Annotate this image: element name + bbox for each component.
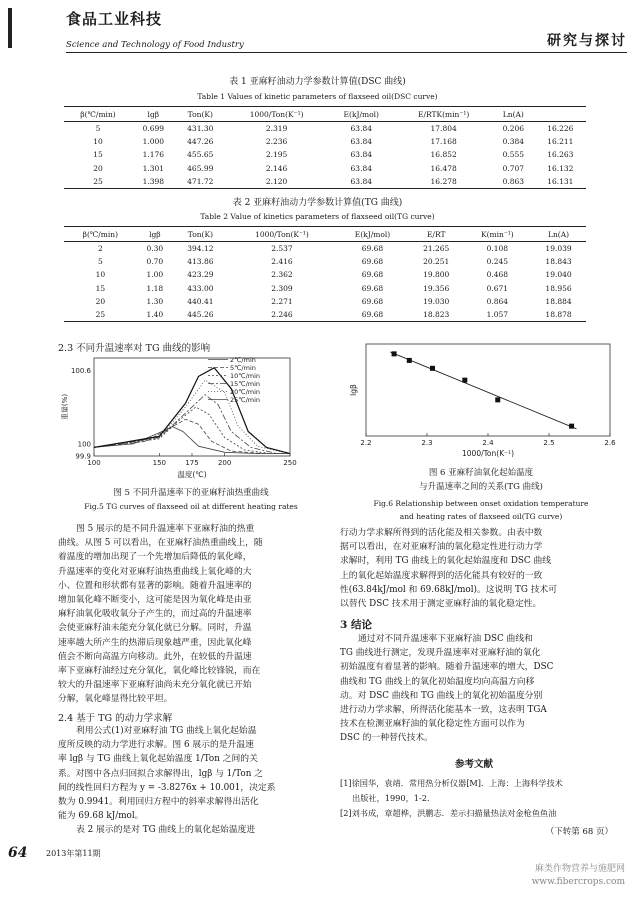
table-cell: 69.68	[336, 308, 409, 322]
watermark-line: 麻类作物营养与施肥网	[534, 864, 625, 874]
journal-title-en: Science and Technology of Food Industry	[66, 40, 244, 50]
fig6-caption-en2: and heating rates of flaxseed oil(TG curve)	[399, 512, 563, 521]
table-cell: 69.68	[361, 257, 384, 267]
table-cell: 69.68	[361, 296, 384, 306]
table2-header-row	[64, 227, 586, 242]
fig5-series-line	[94, 368, 290, 454]
table-cell: 2.416	[271, 257, 293, 267]
fig5-legend-label: 15℃/min	[230, 380, 261, 388]
fig6-data-point	[495, 397, 500, 402]
fig5-xtick-label: 250	[283, 459, 297, 467]
journal-title-cn: 食品工业科技	[66, 10, 163, 28]
text-line: 通过对不同升温速率下亚麻籽油 DSC 曲线和	[358, 634, 533, 644]
issue-label: 2013年第11期	[46, 849, 101, 858]
table-cell: 394.12	[187, 244, 214, 254]
fig6-data-point	[569, 424, 574, 429]
table-cell: 5	[97, 257, 103, 267]
table-row	[64, 175, 586, 189]
text-line: 值会不断向高温方向移动。此外，在较低的升温速	[58, 651, 252, 662]
text-line: 以替代 DSC 技术用于测定亚麻籽油的氧化稳定性。	[340, 599, 542, 610]
table1	[64, 106, 586, 189]
text-line: 数为 0.9941。利用回归方程中的斜率求解得出活化	[58, 797, 259, 808]
text-line: 会使亚麻籽油未能充分氧化就已分解。同时，升温	[58, 623, 252, 634]
fig5-xtick-label: 200	[217, 459, 232, 467]
continued-note: （下转第 68 页）	[545, 827, 613, 837]
table-cell: 21.265	[423, 244, 450, 254]
table-cell: 440.41	[187, 296, 214, 306]
table-cell: 1.057	[464, 308, 531, 322]
text-line: 上的氧化起始温度求解得到的活化能具有较好的一致	[340, 570, 543, 581]
table-cell: 69.68	[361, 244, 384, 254]
table-cell: 2.271	[271, 296, 293, 306]
reference-item: [2]刘书成，章超桦，洪鹏志．差示扫描量热法对金枪鱼鱼油	[340, 808, 557, 818]
table2	[64, 226, 586, 322]
fig5-chart	[58, 352, 320, 484]
text-line: 增加氧化峰不断变小，这可能是因为氧化峰是由亚	[58, 595, 252, 606]
text-line: TG 曲线进行测定，发现升温速率对亚麻籽油的氧化	[340, 648, 541, 659]
table-row	[64, 308, 586, 322]
fig5-legend-label: 2℃/min	[230, 356, 256, 364]
table-cell: 10	[93, 137, 103, 147]
table-row	[64, 135, 586, 148]
table-cell: 63.84	[350, 137, 373, 147]
text-line: 表 2 展示的是对 TG 曲线上的氧化起始温度进	[76, 825, 256, 836]
text-line: 分解，氧化峰显得比较平坦。	[58, 694, 173, 705]
text-line: 小、位置和形状都有显著的影响。随着升温速率的	[58, 580, 252, 591]
page-number: 64	[8, 845, 28, 861]
table-cell: 1.18	[146, 283, 164, 293]
table-cell: 17.804	[430, 124, 457, 134]
fig5-xlabel: 温度(℃)	[177, 470, 207, 479]
table2-body	[64, 242, 586, 322]
watermark	[532, 863, 625, 889]
text-line: 率下亚麻籽油经过充分氧化，氧化峰比较锋锐，而在	[58, 666, 261, 677]
right-col-para-1	[340, 526, 608, 611]
table-cell: 16.478	[430, 163, 457, 173]
table-cell: 455.65	[187, 150, 214, 160]
text-line: 据可以看出，在对亚麻籽油的氧化稳定性进行动力学	[340, 542, 543, 553]
fig5-plot	[60, 356, 297, 479]
table-cell: 19.039	[545, 244, 572, 254]
fig6-plot	[349, 344, 616, 458]
table-cell: 10	[95, 270, 106, 280]
table-cell: 0.108	[486, 244, 509, 254]
table-row	[64, 122, 586, 136]
text-line: 动。对 DSC 曲线和 TG 曲线上的氧化初始温度分别	[340, 690, 543, 701]
column-header: β(℃/min)	[64, 107, 132, 122]
table-cell: 0.864	[486, 296, 509, 306]
column-header: E(kJ/mol)	[336, 227, 409, 242]
table-cell: 413.86	[187, 257, 214, 267]
table-row	[64, 255, 586, 268]
column-header: 1000/Ton(K⁻¹)	[226, 107, 327, 122]
table2-caption-cn: 表 2 亚麻籽油动力学参数计算值(TG 曲线)	[232, 198, 403, 208]
column-header: E/RT	[409, 227, 464, 242]
table-cell: 445.26	[173, 308, 228, 322]
table-cell: 2.236	[265, 137, 288, 147]
table-cell: 1.000	[142, 137, 165, 147]
column-header: 1000/Ton(K⁻¹)	[228, 227, 336, 242]
fig6-xtick-label: 2.3	[421, 439, 433, 447]
watermark-line: www.fibercrops.com	[531, 877, 625, 887]
table-cell: 18.956	[545, 283, 572, 293]
fig5-caption-en: Fig.5 TG curves of flaxseed oil at different heating rates	[84, 502, 298, 511]
table-cell: 63.84	[327, 175, 395, 189]
table-cell: 19.800	[423, 270, 450, 280]
left-col-para-2	[58, 724, 320, 838]
text-line: 率 lgβ 与 TG 曲线上氧化起始温度 1/Ton 之间的关	[58, 754, 258, 765]
fig6-data-point	[407, 358, 412, 363]
table-cell: 0.699	[142, 124, 165, 134]
fig6-xtick-label: 2.4	[482, 439, 494, 447]
table-cell: 2.146	[265, 163, 288, 173]
section-2-4-heading: 2.4 基于 TG 的动力学求解	[58, 713, 173, 724]
table-cell: 18.823	[409, 308, 464, 322]
fig5-xtick-label: 150	[152, 459, 167, 467]
table-cell: 465.99	[187, 163, 214, 173]
table-cell: 2.195	[265, 150, 288, 160]
text-line: 间的线性回归方程为 y = -3.8276x + 10.001，决定系	[58, 782, 276, 793]
column-header: lgβ	[132, 107, 175, 122]
table-cell: 16.131	[535, 175, 586, 189]
table2-caption-en: Table 2 Value of kinetics parameters of flaxseed oil(TG curve)	[200, 212, 435, 221]
table-cell: 16.211	[547, 137, 574, 147]
column-header: lgβ	[137, 227, 173, 242]
table-cell: 471.72	[175, 175, 226, 189]
table-cell: 0.384	[502, 137, 525, 147]
column-header: Ton(K)	[175, 107, 226, 122]
text-line: 曲线和 TG 曲线上的氧化初始温度均向高温方向移	[340, 676, 535, 687]
text-line: 麻籽油氧化吸收氧分子产生的，而过高的升温速率	[58, 609, 252, 620]
section-label: 研究与探讨	[547, 33, 627, 49]
left-col-para-1	[58, 522, 320, 707]
table-cell: 15	[93, 150, 103, 160]
fig6-xtick-label: 2.2	[360, 439, 372, 447]
fig6-fit-line	[390, 352, 576, 429]
table-cell: 1.30	[146, 296, 164, 306]
table-cell: 5	[95, 124, 101, 134]
table-cell: 1.00	[146, 270, 164, 280]
table-cell: 20	[95, 296, 106, 306]
table-cell: 20.251	[423, 257, 450, 267]
fig5-ytick-label: 99.9	[75, 452, 91, 461]
table-cell: 433.00	[187, 283, 214, 293]
fig5-legend-label: 25℃/min	[230, 396, 261, 404]
fig5-legend-label: 10℃/min	[230, 372, 261, 380]
column-header: Ln(A)	[492, 107, 535, 122]
column-header: β(℃/min)	[64, 227, 137, 242]
fig6-data-point	[462, 378, 467, 383]
table-row	[64, 295, 586, 308]
table-cell: 16.132	[547, 163, 574, 173]
table-cell: 69.68	[361, 283, 384, 293]
table-cell: 2.120	[226, 175, 327, 189]
table-cell: 1.176	[142, 150, 165, 160]
text-line: DSC 的一种替代技术。	[340, 733, 433, 744]
text-line: 进行动力学求解，所得活化能基本一致，这表明 TGA	[340, 705, 547, 716]
text-line: 行动力学求解所得到的活化能及相关参数。由表中数	[340, 528, 543, 538]
column-header: Ton(K)	[173, 227, 228, 242]
table-cell: 2	[97, 244, 103, 254]
text-line: 曲线。从图 5 可以看出，在亚麻籽油热重曲线上，随	[58, 538, 263, 549]
table-cell: 0.555	[502, 150, 525, 160]
table-cell: 17.168	[430, 137, 457, 147]
table-cell: 20	[93, 163, 103, 173]
fig6-chart	[336, 340, 626, 462]
table-cell: 0.863	[492, 175, 535, 189]
table-row	[64, 148, 586, 161]
section-2-3-heading: 2.3 不同升温速率对 TG 曲线的影响	[58, 343, 211, 354]
fig5-ytick-label: 100	[77, 440, 91, 449]
text-line: 系。对图中各点归回拟合求解得出，lgβ 与 1/Ton 之	[58, 768, 263, 779]
table-cell: 2.309	[271, 283, 293, 293]
table-row	[64, 282, 586, 295]
header-bar	[8, 8, 12, 48]
references-list	[340, 776, 612, 821]
table1-caption-cn: 表 1 亚麻籽油动力学参数计算值(DSC 曲线)	[229, 77, 406, 87]
table-cell: 0.707	[502, 163, 525, 173]
table-row	[64, 242, 586, 256]
fig5-ytick-label: 100.6	[70, 366, 91, 375]
text-line: 能为 69.68 kJ/mol。	[58, 811, 144, 822]
text-line: 速率越大所产生的热滞后现象越严重，因此氧化峰	[58, 637, 252, 648]
table-cell: 63.84	[350, 163, 373, 173]
table-cell: 0.30	[146, 244, 164, 254]
table-cell: 0.671	[486, 283, 509, 293]
table-cell: 0.70	[146, 257, 164, 267]
text-line: 利用公式(1)对亚麻籽油 TG 曲线上氧化起始温	[76, 726, 257, 736]
table-cell: 0.206	[502, 124, 525, 134]
table-cell: 2.537	[271, 244, 293, 254]
table-cell: 15	[95, 283, 106, 293]
fig5-xtick-label: 175	[185, 459, 199, 467]
table-cell: 0.468	[486, 270, 509, 280]
table1-caption-en: Table 1 Values of kinetic parameters of flaxseed oil(DSC curve)	[197, 92, 438, 101]
table-cell: 2.246	[228, 308, 336, 322]
header-rule	[66, 52, 627, 53]
fig5-legend-label: 20℃/min	[230, 388, 261, 396]
table-cell: 16.852	[430, 150, 457, 160]
text-line: 初始温度有着显著的影响。随着升温速率的增大，DSC	[340, 662, 554, 673]
column-header: E(kJ/mol)	[327, 107, 395, 122]
text-line: 升温速率的变化对亚麻籽油热重曲线上氧化峰的大	[58, 566, 252, 577]
column-header	[535, 107, 586, 122]
right-col-para-2	[340, 632, 608, 746]
table-row	[64, 268, 586, 281]
fig6-data-point	[392, 351, 397, 356]
table-cell: 25	[64, 175, 132, 189]
fig5-caption-cn: 图 5 不同升温速率下的亚麻籽油热重曲线	[113, 488, 269, 498]
table-cell: 69.68	[361, 270, 384, 280]
section-3-heading: 3 结论	[340, 619, 372, 631]
fig5-series-line	[94, 427, 290, 454]
table-cell: 19.030	[423, 296, 450, 306]
table-cell: 18.843	[545, 257, 572, 267]
table-cell: 63.84	[350, 124, 373, 134]
column-header: Ln(A)	[531, 227, 586, 242]
fig6-data-point	[430, 366, 435, 371]
table1-header-row	[64, 107, 586, 122]
table-cell: 16.226	[547, 124, 574, 134]
text-line: 着温度的增加出现了一个先增加后降低的氧化峰，	[58, 552, 252, 563]
table1-body	[64, 122, 586, 189]
fig5-series-line	[94, 407, 290, 454]
fig6-xtick-label: 2.6	[604, 439, 616, 447]
table-cell: 1.398	[132, 175, 175, 189]
reference-item: [1]徐国华，袁靖．常用热分析仪器[M]．上海：上海科学技术	[340, 778, 563, 788]
table-cell: 19.356	[423, 283, 450, 293]
fig6-caption-cn2: 与升温速率之间的关系(TG 曲线)	[419, 482, 543, 492]
text-line: 度所反映的动力学进行求解。图 6 展示的是升温速	[58, 740, 254, 751]
table-row	[64, 162, 586, 175]
table-cell: 16.278	[395, 175, 492, 189]
table-cell: 18.884	[545, 296, 572, 306]
text-line: 技术在检测亚麻籽油的氧化稳定性方面可以作为	[340, 719, 525, 730]
reference-item: 出版社，1990，1-2．	[352, 793, 436, 803]
fig6-xtick-label: 2.5	[543, 439, 555, 447]
fig6-caption-en1: Fig.6 Relationship between onset oxidation temperature	[373, 499, 589, 508]
fig5-ylabel: 重量(%)	[61, 393, 69, 421]
table-cell: 2.319	[265, 124, 288, 134]
table-cell: 63.84	[350, 150, 373, 160]
table-cell: 18.878	[531, 308, 586, 322]
table-cell: 423.29	[187, 270, 214, 280]
table-cell: 1.40	[137, 308, 173, 322]
fig5-xtick-label: 100	[87, 459, 101, 467]
fig6-caption-cn1: 图 6 亚麻籽油氧化起始温度	[428, 468, 534, 478]
column-header: K(min⁻¹)	[464, 227, 531, 242]
text-line: 图 5 展示的是不同升温速率下亚麻籽油的热重	[76, 524, 255, 534]
text-line: 性(63.84kJ/mol 和 69.68kJ/mol)。这说明 TG 技术可	[340, 584, 558, 595]
table-cell: 19.040	[545, 270, 572, 280]
column-header: E/RTK(min⁻¹)	[395, 107, 492, 122]
fig6-xlabel: 1000/Ton(K⁻¹)	[462, 449, 514, 458]
table-cell: 2.362	[271, 270, 293, 280]
text-line: 求解时，利用 TG 曲线上的氧化起始温度和 DSC 曲线	[340, 556, 552, 567]
fig5-series-line	[94, 419, 290, 453]
table-cell: 431.30	[187, 124, 214, 134]
text-line: 较大的升温速率下亚麻籽油尚未充分氧化就已开始	[58, 680, 252, 691]
table-cell: 1.301	[142, 163, 165, 173]
table-cell: 0.245	[486, 257, 509, 267]
fig6-frame	[366, 344, 610, 436]
fig6-ylabel: lgβ	[349, 384, 358, 396]
table-cell: 16.263	[547, 150, 574, 160]
references-heading: 参考文献	[454, 759, 493, 770]
table-cell: 447.26	[187, 137, 214, 147]
fig5-legend-label: 5℃/min	[230, 364, 256, 372]
table-cell: 25	[64, 308, 137, 322]
